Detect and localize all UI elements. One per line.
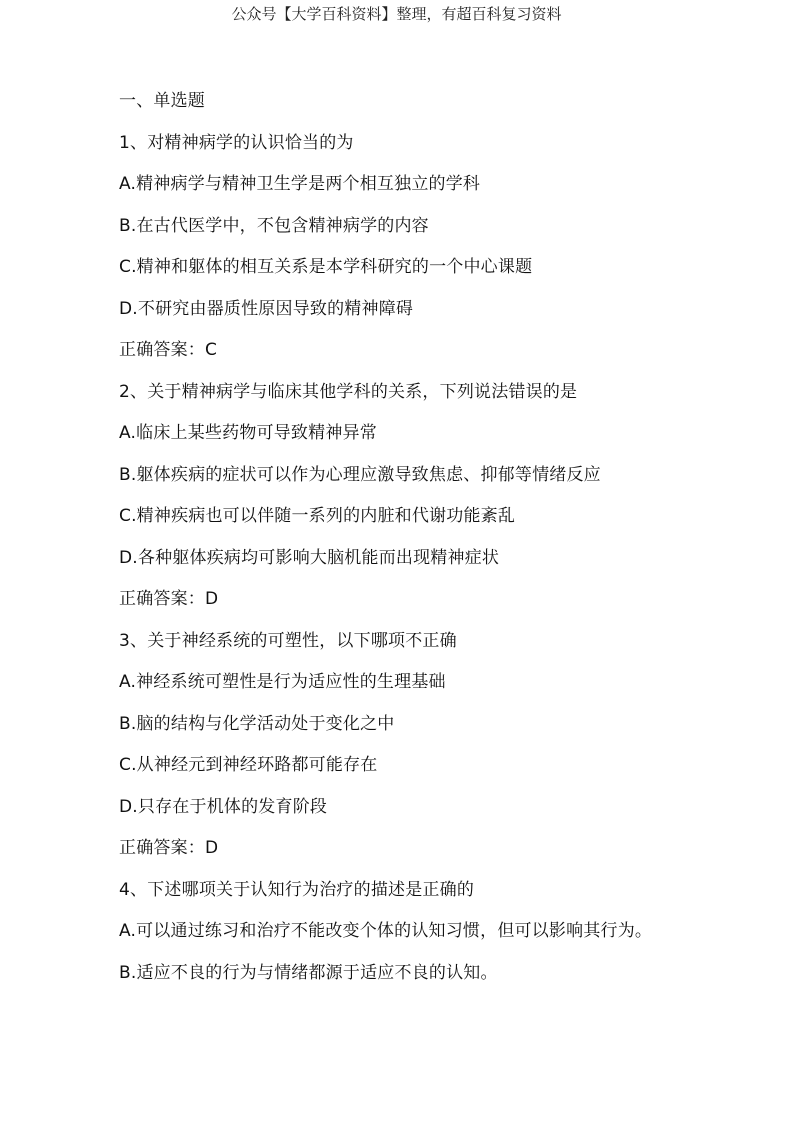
answer-line: 正确答案：D (119, 838, 219, 858)
option-a: A.临床上某些药物可导致精神异常 (119, 423, 377, 443)
option-c: C.从神经元到神经环路都可能存在 (119, 755, 378, 775)
answer-line: 正确答案：D (119, 589, 219, 609)
question-list (119, 88, 759, 1001)
option-a: A.精神病学与精神卫生学是两个相互独立的学科 (119, 174, 481, 194)
question-stem: 4、下述哪项关于认知行为治疗的描述是正确的 (119, 879, 475, 900)
option-c: C.精神疾病也可以伴随一系列的内脏和代谢功能紊乱 (119, 506, 516, 526)
question-stem: 3、关于神经系统的可塑性，以下哪项不正确 (119, 630, 457, 651)
option-b: B.脑的结构与化学活动处于变化之中 (119, 713, 395, 734)
option-b: B.躯体疾病的症状可以作为心理应激导致焦虑、抑郁等情绪反应 (119, 464, 601, 485)
section-title: 一、单选题 (119, 91, 205, 111)
option-a: A.神经系统可塑性是行为适应性的生理基础 (119, 672, 446, 692)
option-b: B.适应不良的行为与情绪都源于适应不良的认知。 (119, 962, 498, 983)
question-stem: 2、关于精神病学与临床其他学科的关系，下列说法错误的是 (119, 381, 578, 402)
option-d: D.不研究由器质性原因导致的精神障碍 (119, 298, 414, 319)
option-c: C.精神和躯体的相互关系是本学科研究的一个中心课题 (119, 257, 533, 277)
option-b: B.在古代医学中，不包含精神病学的内容 (119, 215, 429, 236)
question-stem: 1、对精神病学的认识恰当的为 (119, 132, 354, 153)
page-header: 公众号【大学百科资料】整理，有超百科复习资料 (231, 5, 562, 23)
option-d: D.只存在于机体的发育阶段 (119, 796, 328, 817)
option-d: D.各种躯体疾病均可影响大脑机能而出现精神症状 (119, 547, 500, 568)
answer-line: 正确答案：C (119, 340, 218, 360)
option-a: A.可以通过练习和治疗不能改变个体的认知习惯，但可以影响其行为。 (119, 921, 653, 941)
